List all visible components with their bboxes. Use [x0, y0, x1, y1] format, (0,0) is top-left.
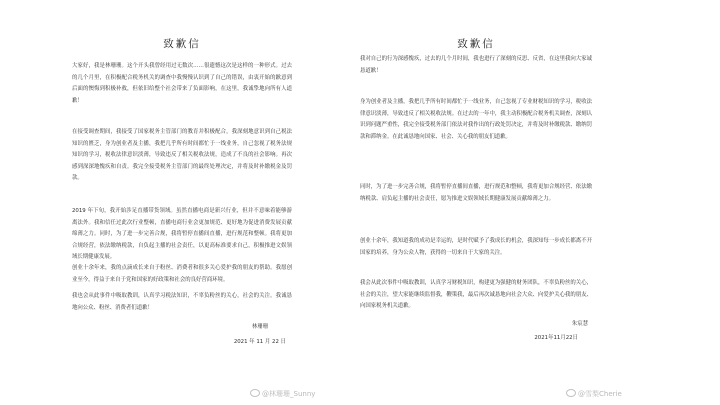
letter-paragraph: 大家好，我是林珊珊。这个开头我曾经用过无数次……很遗憾这次是这样的一种形式。过去的几个月里，在积极配合税务机关的调查中我慢慢认识到了自己的错误，由衷开始的歉意到后面的懊悔到积极补救，但依旧给整个社会带来了负面影响，在这里，我诚挚地向所有人道歉！ — [72, 63, 292, 104]
weibo-watermark-right — [566, 389, 622, 399]
letter-title: 致歉信 — [163, 38, 201, 50]
letter-signature: 林珊珊 — [251, 324, 268, 330]
weibo-watermark-left — [250, 389, 315, 399]
letter-paragraph: 我对自己的行为深感愧疚，过去的几个月时间，我也进行了深刻的反思、反省，在这里我向大家诚恳道歉！ — [360, 56, 592, 74]
letter-paragraph: 2019 年下旬，我开始涉足直播带货领域。虽然直播电商是新兴行业，但并不意味着能够游离法外。我和信任过此次行业整顿，直播电商行业会更加规范、更好地为促进消费发展贡献绵薄之力。同时，为了进一步完善合规，我将暂停直播间直播，进行规范和整顿。我将更加合规经营，依法缴纳税款，自负起主播的社会责任，以更高标准要求自己，积极推进文娱领域长期健康发展。 — [72, 208, 292, 260]
weibo-icon — [250, 389, 260, 397]
letter-date: 2021 年 11 月 22 日 — [233, 339, 286, 345]
letter-date: 2021年11月22日 — [534, 335, 578, 341]
watermark-text: @雪梨Cherie — [578, 390, 622, 398]
letter-paragraph: 我也会从此事件中吸取教训，认真学习税法知识，不辜负粉丝的关心，社会的关注。我诚恳地向公众、粉丝、消费者们道歉！ — [72, 293, 292, 311]
letter-title: 致歉信 — [457, 38, 495, 50]
letter-page-right — [360, 0, 592, 405]
letter-paragraph: 创业十余年来，我的点滴成长来自于粉丝、消费者和很多关心爱护我的朋友的帮助。我愿创业至今，得益于来自于党和国家的好政策和社会的良好营商环境。 — [72, 265, 292, 283]
letter-page-left — [72, 0, 292, 405]
letter-paragraph: 我会从此次事件中吸取教训，认真学习财税知识，构建更为强健的财务团队，不辜负粉丝的关心，社会的关注，望大家能继续监督我，鞭策我，最后再次诚恳地向社会大众、向爱护关心我的朋友、向国家税务机关道歉。 — [360, 280, 592, 309]
letter-paragraph: 身为创业者及主播，我把几乎所有时间都忙于一线业务，自己忽视了专业财税知识的学习，税收法律意识淡薄，导致违反了相关税收法规。在过去的一年中，我主动积极配合税务机关调查，深刻认识到问题严重性，我完全接受税务部门依法对我作出的行政处罚决定，并将及时补缴税款、缴纳罚款和滞纳金。在此诚恳地向国家、社会、关心我的朋友们道歉。 — [360, 99, 592, 140]
letter-paragraph: 同时，为了进一步完善合规，我将暂停直播间直播，进行规范和整顿，我将更加合规经营、依法缴纳税款、肩负起主播的社会责任，愿为推进文娱领域长期健康发展贡献绵薄之力。 — [360, 184, 592, 202]
letter-paragraph: 创业十余年，我知道我的成功是幸运的，是时代赋予了我成长的机会，我深知每一步成长都离不开国家的培养，身为公众人物，获得的一切来自于大家的关注。 — [360, 238, 592, 256]
letter-paragraph: 在接受调查期间，我接受了国家税务主管部门的教育并积极配合，我深刻地意识到自己税法知识的匮乏，身为创业者及主播，我把几乎所有时间都忙于一线业务，自己忽视了税务法规知识的学习，税收法律意识淡薄，导致违反了相关税收法规，造成了不良的社会影响。再次感到深深地愧疚和自责。我完全接受税务主管部门的最终处理决定，并将及时补缴税金及罚款。 — [72, 129, 292, 181]
weibo-icon — [566, 389, 576, 397]
watermark-text: @林珊珊_Sunny — [262, 390, 316, 398]
letter-signature: 朱宸慧 — [571, 321, 588, 327]
